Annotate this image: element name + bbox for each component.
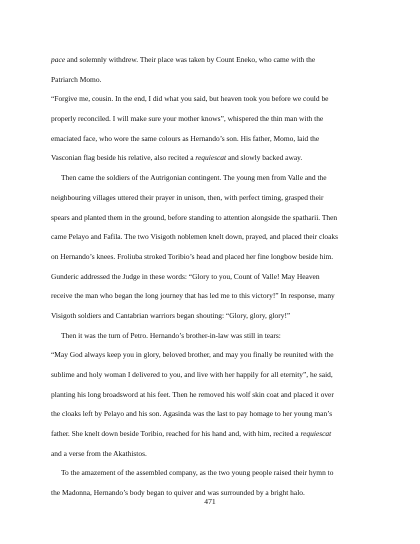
text-run: receive the man who began the long journey that has led me to this victory!” In response, many xyxy=(51,291,335,301)
text-run: To the amazement of the assembled company, as the two young people raised their hymn to xyxy=(61,468,334,478)
text-line xyxy=(51,424,376,444)
text-line xyxy=(51,129,376,149)
text-line xyxy=(51,247,376,267)
page-number: 471 xyxy=(204,497,216,506)
text-run: “Forgive me, cousin. In the end, I did what you said, but heaven took you before we could be xyxy=(51,94,329,104)
text-run: neighbouring villages uttered their prayer in unison, then, with perfect timing, grasped their xyxy=(51,192,324,202)
text-line xyxy=(51,404,376,424)
text-run: properly reconciled. I will make sure your mother knows”, whispered the thin man with the xyxy=(51,114,324,124)
text-line xyxy=(51,109,376,129)
text-line xyxy=(51,345,376,365)
text-run: Then came the soldiers of the Autrigonian contingent. The young men from Valle and the xyxy=(61,173,327,183)
text-run: Then it was the turn of Petro. Hernando’s brother-in-law was still in tears: xyxy=(61,330,281,340)
text-line xyxy=(51,326,376,346)
text-line xyxy=(51,188,376,208)
text-run: emaciated face, who wore the same colours as Hernando’s son. His father, Momo, laid the xyxy=(51,133,320,143)
text-line xyxy=(51,463,376,483)
text-run: Patriarch Momo. xyxy=(51,74,102,84)
text-run: spears and planted them in the ground, before standing to attention alongside the spatharii. Then xyxy=(51,212,338,222)
text-line xyxy=(51,444,376,464)
italic-text: requiescat xyxy=(195,153,227,163)
text-line xyxy=(51,50,376,70)
text-run: sublime and holy woman I delivered to you, and live with her happily for all eternity”, he said, xyxy=(51,370,333,379)
italic-text: requiescat xyxy=(300,429,332,439)
text-run: the cloaks left by Pelayo and his son. Agasinda was the last to pay homage to her young man’s xyxy=(51,409,333,419)
text-line xyxy=(51,385,376,405)
text-run: Visigoth soldiers and Cantabrian warriors began shouting: “Glory, glory, glory!” xyxy=(51,310,291,320)
italic-text: pace xyxy=(51,55,66,64)
text-run: and solemnly withdrew. Their place was taken by Count Eneko, who came with the xyxy=(65,55,316,64)
text-line xyxy=(51,168,376,188)
text-run: father. She knelt down beside Toribio, reached for his hand and, with him, recited a xyxy=(51,429,301,439)
text-run: the Madonna, Hernando’s body began to quiver and was surrounded by a bright halo. xyxy=(51,488,305,498)
text-run: Vasconian flag beside his relative, also recited a xyxy=(51,153,196,163)
text-line xyxy=(51,89,376,109)
text-line xyxy=(51,365,376,385)
text-run: and a verse from the Akathistos. xyxy=(51,448,147,458)
text-run: and slowly backed away. xyxy=(226,153,303,163)
text-line xyxy=(51,267,376,287)
text-line xyxy=(51,70,376,90)
text-line xyxy=(51,306,376,326)
text-line xyxy=(51,208,376,228)
text-line xyxy=(51,286,376,306)
text-run: on Hernando’s knees. Froliuba stroked Toribio’s head and placed her fine longbow beside him. xyxy=(51,251,334,261)
text-line xyxy=(51,148,376,168)
text-line xyxy=(51,227,376,247)
body-text xyxy=(51,50,376,503)
text-run: came Pelayo and Fafila. The two Visigoth noblemen knelt down, prayed, and placed their cloaks xyxy=(51,232,338,242)
text-run: planting his long broadsword at his feet. Then he removed his wolf skin coat and placed it over xyxy=(51,389,334,399)
text-run: Gunderic addressed the Judge in these words: “Glory to you, Count of Valle! May Heaven xyxy=(51,271,320,281)
text-run: “May God always keep you in glory, beloved brother, and may you finally be reunited with the xyxy=(51,350,334,360)
